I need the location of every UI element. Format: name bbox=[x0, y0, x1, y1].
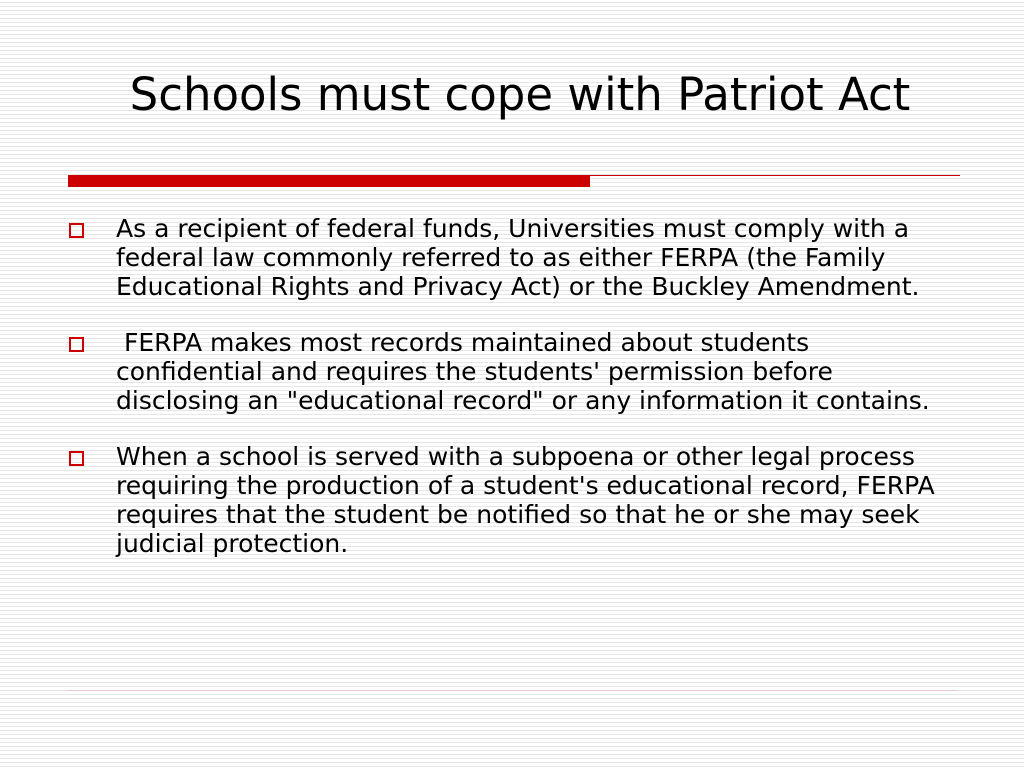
bullet-text: As a recipient of federal funds, Universities must comply with a federal law commonly referred to as either FERPA (the Family Educational Rights and Privacy Act) or the Buckley Amendment. bbox=[116, 214, 920, 301]
bullet-item bbox=[66, 442, 946, 558]
bullet-text: FERPA makes most records maintained about students confidential and requires the students' permission before disclosing an "educational record" or any information it contains. bbox=[116, 328, 930, 415]
hollow-square-icon bbox=[69, 223, 84, 238]
hollow-square-icon bbox=[69, 337, 84, 352]
bullet-text: When a school is served with a subpoena or other legal process requiring the production of a student's educational record, FERPA requires that the student be notified so that he or she may seek judicial protection. bbox=[116, 442, 943, 558]
bullet-list bbox=[66, 214, 946, 585]
hollow-square-icon bbox=[69, 451, 84, 466]
title-underline-accent bbox=[68, 175, 590, 187]
bullet-item bbox=[66, 328, 946, 415]
footer-divider bbox=[68, 690, 956, 691]
slide-title: Schools must cope with Patriot Act bbox=[129, 68, 911, 121]
bullet-item bbox=[66, 214, 946, 301]
